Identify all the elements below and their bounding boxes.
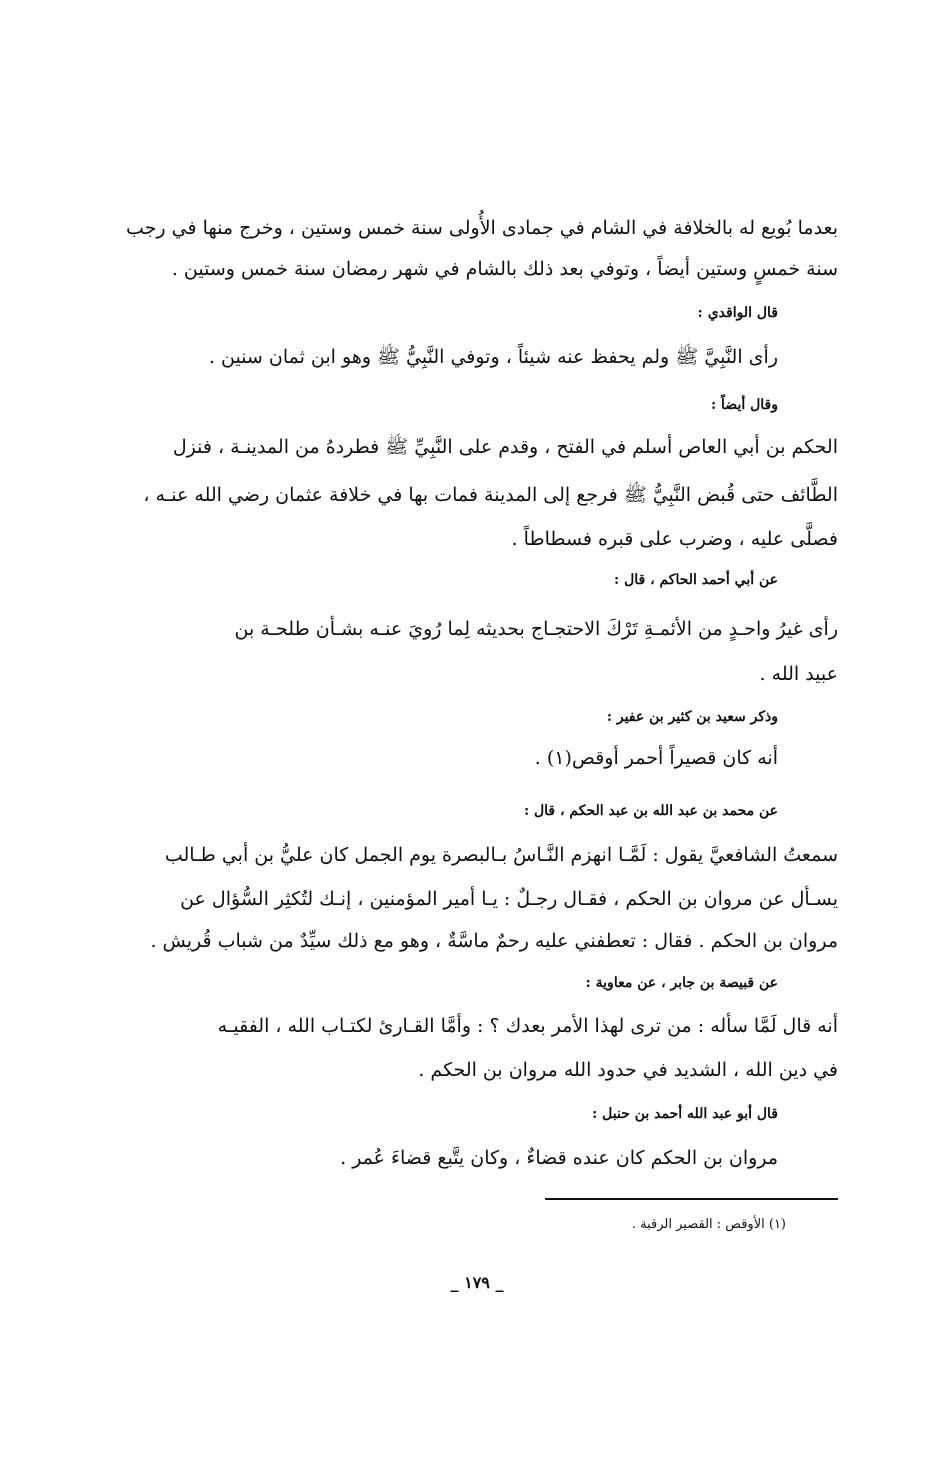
section-heading: عن قبيصة بن جابر ، عن معاوية : (585, 975, 778, 991)
body-line: عبيد الله . (759, 663, 838, 685)
body-line: يسـأل عن مروان بن الحكم ، فقـال رجـلٌ : يـا أمير المؤمنين ، إنـك لتُكثِر السُّؤال عن (180, 888, 838, 910)
footnote-separator (545, 1198, 838, 1200)
section-heading: عن أبي أحمد الحاكم ، قال : (614, 572, 778, 588)
section-heading: وقال أيضاً : (711, 397, 778, 413)
body-line: مروان بن الحكم كان عنده قضاءٌ ، وكان يتَّبع قضاءَ عُمر . (340, 1147, 778, 1169)
body-line: سنة خمسٍ وستين أيضاً ، وتوفي بعد ذلك بالشام في شهر رمضان سنة خمس وستين . (171, 258, 838, 280)
body-line: سمعتُ الشافعيَّ يقول : لَمَّـا انهزم النَّـاسُ بـالبصرة يوم الجمل كان عليُّ بن أبي طـالب (164, 844, 838, 866)
body-line: أنه كان قصيراً أحمر أوقص(١) . (534, 747, 778, 769)
body-line: أنه قال لَمَّا سأله : من ترى لهذا الأمر بعدك ؟ : وأمَّا القـارئ لكتـاب الله ، الفقيـه (217, 1015, 838, 1037)
section-heading: قال الواقدي : (697, 305, 778, 321)
section-heading: عن محمد بن عبد الله بن عبد الحكم ، قال : (523, 803, 778, 819)
body-line: في دين الله ، الشديد في حدود الله مروان بن الحكم . (418, 1059, 838, 1081)
section-heading: وذكر سعيد بن كثير بن عفير : (606, 709, 778, 725)
body-line: الطَّائف حتى قُبض النَّبِيُّ ﷺ فرجع إلى المدينة فمات بها في خلافة عثمان رضي الله عنـه ، (143, 484, 838, 506)
body-line: بعدما بُويع له بالخلافة في الشام في جمادى الأُولى سنة خمس وستين ، وخرج منها في رجب (126, 217, 838, 239)
footnote: (١) الأوقص : القصير الرقبة . (631, 1217, 786, 1232)
section-heading: قال أبو عبد الله أحمد بن حنبل : (592, 1106, 778, 1122)
body-line: فصلَّى عليه ، وضرب على قبره فسطاطاً . (511, 528, 838, 550)
body-line: الحكم بن أبي العاص أسلم في الفتح ، وقدم على النَّبِيِّ ﷺ فطردهُ من المدينـة ، فنزل (172, 436, 838, 458)
body-line: مروان بن الحكم . فقال : تعطفني عليه رحمٌ ماسَّةٌ ، وهو مع ذلك سيِّدٌ من شباب قُريش . (150, 930, 838, 952)
body-line: رأى النَّبِيَّ ﷺ ولم يحفظ عنه شيئاً ، وتوفي النَّبِيُّ ﷺ وهو ابن ثمان سنين . (208, 346, 778, 368)
page-number: _ ١٧٩ _ (450, 1273, 504, 1292)
body-line: رأى غيرُ واحـدٍ من الأئمـةِ تَرْكَ الاحتجـاج بحديثه لِما رُويَ عنـه بشـأن طلحـة بن (234, 618, 838, 640)
